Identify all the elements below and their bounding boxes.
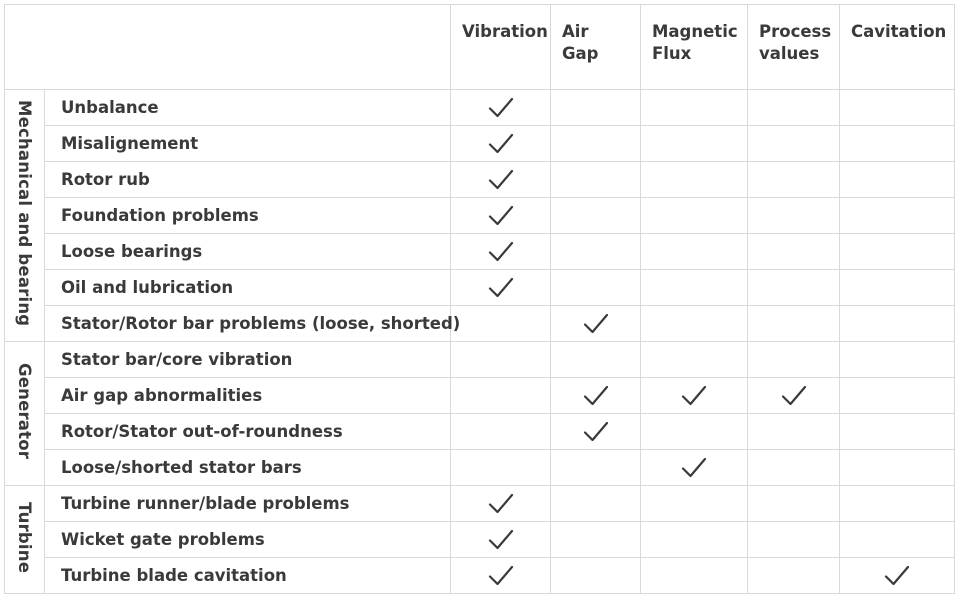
empty-cell [551, 198, 641, 234]
empty-cell [748, 90, 840, 126]
header-corner [5, 5, 451, 90]
checkmark-icon [488, 240, 514, 264]
empty-cell [551, 234, 641, 270]
table-row [5, 342, 955, 378]
row-label: Unbalance [45, 90, 451, 126]
check-cell [551, 414, 641, 450]
empty-cell [641, 414, 748, 450]
checkmark-icon [488, 96, 514, 120]
empty-cell [840, 270, 955, 306]
empty-cell [840, 126, 955, 162]
group-label: Mechanical and bearing [15, 100, 34, 327]
empty-cell [748, 306, 840, 342]
empty-cell [641, 522, 748, 558]
empty-cell [641, 234, 748, 270]
checkmark-icon [583, 384, 609, 408]
empty-cell [840, 162, 955, 198]
checkmark-icon [488, 204, 514, 228]
check-cell [748, 378, 840, 414]
check-cell [451, 270, 551, 306]
empty-cell [451, 414, 551, 450]
empty-cell [840, 486, 955, 522]
empty-cell [641, 558, 748, 594]
empty-cell [551, 90, 641, 126]
check-cell [551, 306, 641, 342]
fault-detection-matrix [4, 4, 955, 594]
empty-cell [551, 558, 641, 594]
check-cell [840, 558, 955, 594]
empty-cell [840, 90, 955, 126]
table-row [5, 378, 955, 414]
check-cell [551, 378, 641, 414]
table-row [5, 522, 955, 558]
empty-cell [840, 342, 955, 378]
row-label: Stator/Rotor bar problems (loose, shorted) [45, 306, 451, 342]
empty-cell [748, 558, 840, 594]
header-row [5, 5, 955, 90]
empty-cell [748, 486, 840, 522]
row-label: Stator bar/core vibration [45, 342, 451, 378]
column-header-vibration: Vibration [451, 5, 551, 90]
check-cell [451, 234, 551, 270]
checkmark-icon [583, 312, 609, 336]
row-label: Loose bearings [45, 234, 451, 270]
row-label: Oil and lubrication [45, 270, 451, 306]
group-label: Turbine [15, 501, 34, 574]
row-label: Turbine runner/blade problems [45, 486, 451, 522]
empty-cell [551, 486, 641, 522]
checkmark-icon [681, 384, 707, 408]
empty-cell [748, 414, 840, 450]
empty-cell [641, 198, 748, 234]
checkmark-icon [488, 492, 514, 516]
table-row [5, 306, 955, 342]
empty-cell [748, 126, 840, 162]
empty-cell [551, 126, 641, 162]
empty-cell [748, 270, 840, 306]
empty-cell [451, 342, 551, 378]
empty-cell [641, 126, 748, 162]
table-row [5, 162, 955, 198]
empty-cell [551, 342, 641, 378]
table-row [5, 486, 955, 522]
empty-cell [840, 198, 955, 234]
row-label: Rotor/Stator out-of-roundness [45, 414, 451, 450]
table-row [5, 126, 955, 162]
table-row [5, 234, 955, 270]
empty-cell [748, 450, 840, 486]
empty-cell [451, 378, 551, 414]
empty-cell [551, 270, 641, 306]
empty-cell [748, 198, 840, 234]
empty-cell [551, 162, 641, 198]
table-row [5, 270, 955, 306]
empty-cell [551, 450, 641, 486]
check-cell [451, 198, 551, 234]
checkmark-icon [488, 132, 514, 156]
check-cell [451, 162, 551, 198]
empty-cell [551, 522, 641, 558]
empty-cell [641, 486, 748, 522]
empty-cell [840, 414, 955, 450]
empty-cell [840, 522, 955, 558]
empty-cell [840, 234, 955, 270]
checkmark-icon [488, 276, 514, 300]
empty-cell [840, 378, 955, 414]
row-label: Loose/shorted stator bars [45, 450, 451, 486]
empty-cell [748, 234, 840, 270]
empty-cell [641, 162, 748, 198]
table-row [5, 198, 955, 234]
checkmark-icon [488, 528, 514, 552]
checkmark-icon [884, 564, 910, 588]
empty-cell [451, 306, 551, 342]
empty-cell [748, 162, 840, 198]
group-label-cell [5, 342, 45, 486]
empty-cell [641, 342, 748, 378]
group-label-cell [5, 486, 45, 594]
empty-cell [840, 306, 955, 342]
column-header-air-gap: Air Gap [551, 5, 641, 90]
check-cell [451, 486, 551, 522]
row-label: Turbine blade cavitation [45, 558, 451, 594]
empty-cell [641, 90, 748, 126]
row-label: Misalignement [45, 126, 451, 162]
checkmark-icon [681, 456, 707, 480]
empty-cell [748, 342, 840, 378]
matrix-body [5, 90, 955, 594]
group-label-cell [5, 90, 45, 342]
empty-cell [451, 450, 551, 486]
column-header-process-values: Process values [748, 5, 840, 90]
group-label: Generator [15, 363, 34, 460]
column-header-magnetic-flux: Magnetic Flux [641, 5, 748, 90]
column-header-cavitation: Cavitation [840, 5, 955, 90]
checkmark-icon [583, 420, 609, 444]
check-cell [451, 522, 551, 558]
check-cell [641, 378, 748, 414]
table-row [5, 450, 955, 486]
row-label: Air gap abnormalities [45, 378, 451, 414]
empty-cell [641, 306, 748, 342]
check-cell [451, 558, 551, 594]
empty-cell [641, 270, 748, 306]
checkmark-icon [488, 564, 514, 588]
check-cell [641, 450, 748, 486]
row-label: Wicket gate problems [45, 522, 451, 558]
table-row [5, 414, 955, 450]
table-row [5, 90, 955, 126]
check-cell [451, 126, 551, 162]
checkmark-icon [781, 384, 807, 408]
empty-cell [840, 450, 955, 486]
table-row [5, 558, 955, 594]
checkmark-icon [488, 168, 514, 192]
empty-cell [748, 522, 840, 558]
row-label: Rotor rub [45, 162, 451, 198]
row-label: Foundation problems [45, 198, 451, 234]
check-cell [451, 90, 551, 126]
